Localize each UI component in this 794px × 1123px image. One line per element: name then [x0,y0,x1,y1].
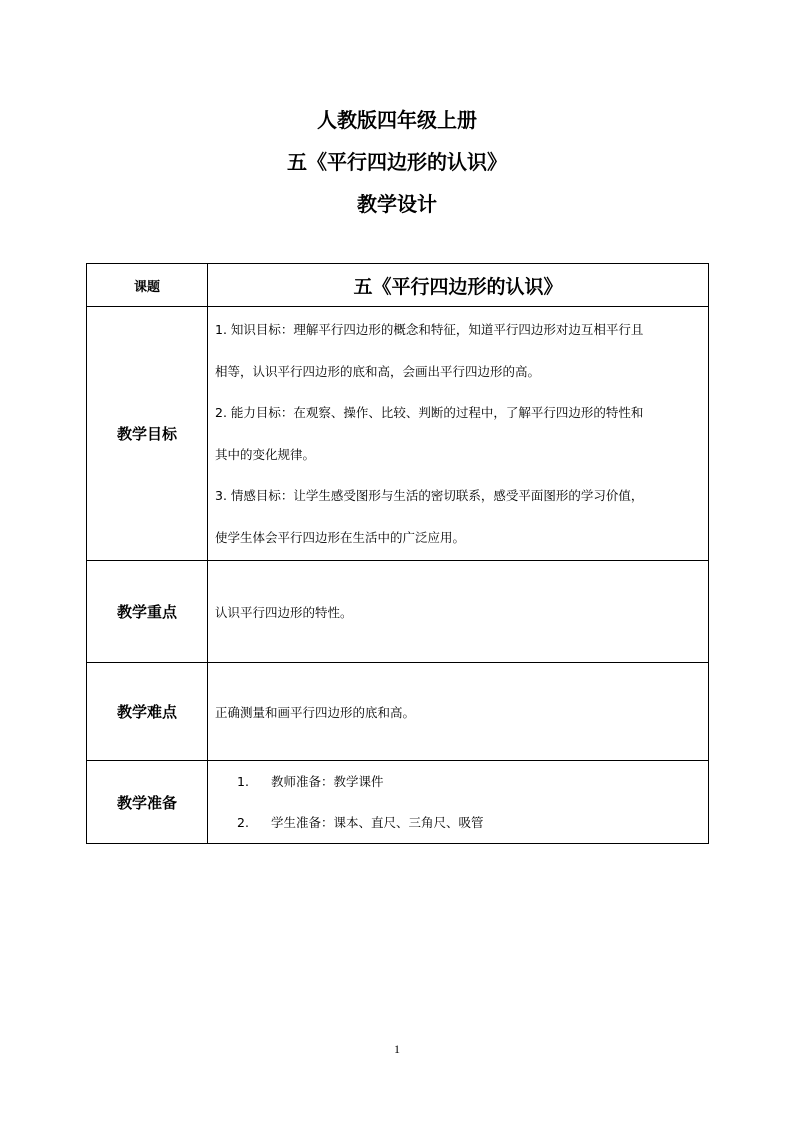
list-item [215,761,702,802]
list-item-text: 教师准备：教学课件 [270,774,384,789]
goals-line: 2. 能力目标：在观察、操作、比较、判断的过程中，了解平行四边形的特性和 [215,405,644,420]
doc-title-lesson: 五《平行四边形的认识》 [287,150,507,174]
goals-line: 使学生体会平行四边形在生活中的广泛应用。 [215,529,466,545]
table-row-topic [87,264,709,307]
list-item-text: 学生准备：课本、直尺、三角尺、吸管 [270,815,484,830]
goals-label: 教学目标 [87,307,208,561]
focus-value: 认识平行四边形的特性。 [208,561,709,663]
table-row-goals [87,307,709,561]
list-item-number: 1. [237,774,249,789]
table-row-focus [87,561,709,663]
lesson-plan-table [86,263,709,844]
goals-content [208,307,709,561]
preparation-content [208,761,709,844]
goals-line: 相等，认识平行四边形的底和高，会画出平行四边形的高。 [215,363,541,379]
focus-label: 教学重点 [87,561,208,663]
list-item [215,802,702,843]
doc-title-series: 人教版四年级上册 [317,108,477,132]
doc-title-type: 教学设计 [357,192,437,216]
topic-value: 五《平行四边形的认识》 [208,264,709,307]
table-row-preparation [87,761,709,844]
table-row-difficulty [87,663,709,761]
list-item-number: 2. [237,815,249,830]
page-number: 1 [394,1042,400,1056]
difficulty-value: 正确测量和画平行四边形的底和高。 [208,663,709,761]
preparation-list [215,761,702,843]
goals-line: 1. 知识目标：理解平行四边形的概念和特征，知道平行四边形对边互相平行且 [215,322,644,337]
topic-label: 课题 [87,264,208,307]
goals-line: 其中的变化规律。 [215,446,316,462]
difficulty-label: 教学难点 [87,663,208,761]
preparation-label: 教学准备 [87,761,208,844]
goals-line: 3. 情感目标：让学生感受图形与生活的密切联系，感受平面图形的学习价值， [215,488,644,503]
